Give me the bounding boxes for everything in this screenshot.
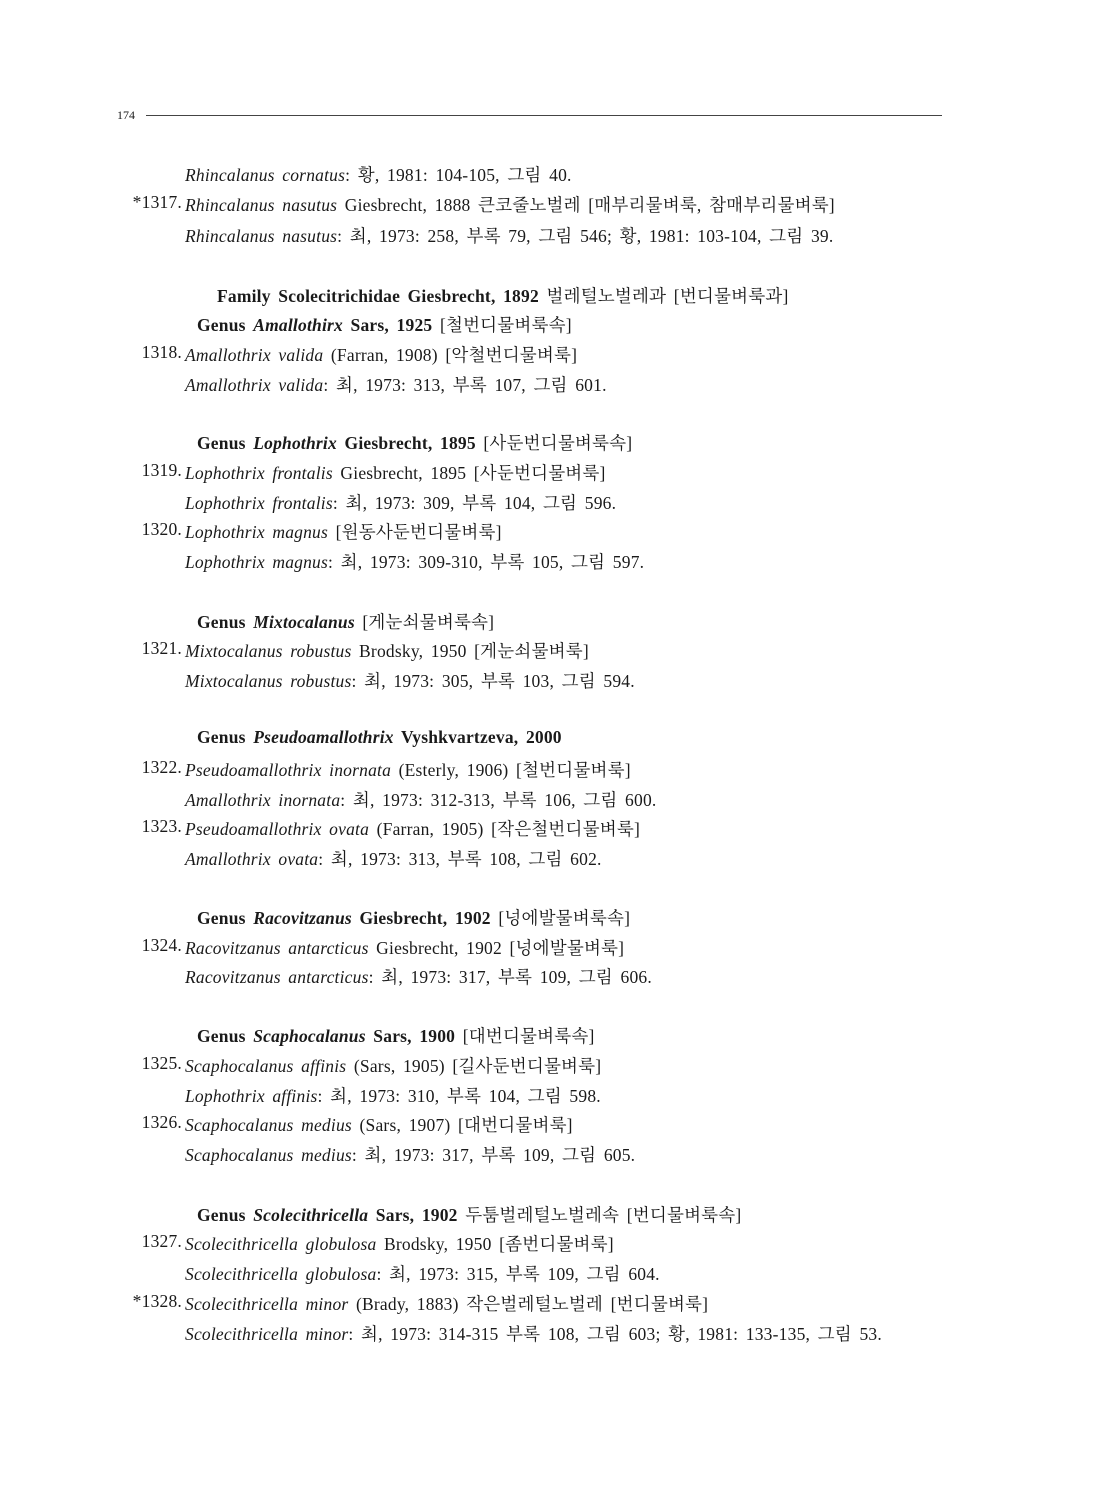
heading-text: Giesbrecht, 1895	[336, 433, 484, 453]
entry-text	[185, 638, 589, 663]
entry-text	[185, 519, 502, 544]
heading-text: Genus	[197, 727, 254, 747]
genus-heading	[197, 430, 632, 455]
heading-text: Genus	[197, 612, 254, 632]
citation-line	[185, 1142, 635, 1167]
citation-line	[185, 1321, 882, 1346]
species-name: Lophothrix magnus	[185, 552, 329, 572]
species-name: Rhincalanus nasutus	[185, 226, 338, 246]
entry-number: 1323.	[141, 816, 182, 836]
line-text: : 최, 1973: 309-310, 부록 105, 그림 597.	[328, 552, 645, 572]
heading-text: Genus	[197, 1205, 254, 1225]
entry-text	[185, 1291, 708, 1316]
citation-line	[185, 549, 644, 574]
species-name: Amallothrix valida	[185, 345, 324, 365]
entry-number: 1319.	[141, 460, 182, 480]
heading-text: Genus	[197, 315, 254, 335]
species-name: Racovitzanus antarcticus	[185, 967, 369, 987]
line-text: Giesbrecht, 1888 큰코줄노벌레 [매부리물벼룩, 참매부리물벼룩]	[337, 195, 835, 215]
genus-name: Mixtocalanus	[253, 612, 355, 632]
entry-text	[185, 460, 606, 485]
species-name: Rhincalanus cornatus	[185, 165, 346, 185]
line-text: : 최, 1973: 309, 부록 104, 그림 596.	[332, 493, 617, 513]
line-text: : 최, 1973: 314-315 부록 108, 그림 603; 황, 1981: 133-135, 그림 53.	[348, 1324, 882, 1344]
genus-heading	[197, 905, 630, 930]
genus-heading	[197, 609, 494, 634]
heading-text: Sars, 1902	[368, 1205, 466, 1225]
entry-number: 1324.	[141, 935, 182, 955]
species-name: Scaphocalanus medius	[185, 1115, 352, 1135]
line-text: [대번디물벼룩속]	[462, 1026, 595, 1046]
genus-name: Scolecithricella	[253, 1205, 369, 1225]
species-name: Pseudoamallothrix ovata	[185, 819, 370, 839]
line-text: : 최, 1973: 312-313, 부록 106, 그림 600.	[340, 790, 657, 810]
header-rule	[146, 115, 942, 116]
line-text: Brodsky, 1950 [좀번디물벼룩]	[376, 1234, 614, 1254]
species-name: Amallothrix ovata	[185, 849, 319, 869]
page-number: 174	[117, 108, 135, 122]
citation-line	[185, 964, 652, 989]
citation-line	[185, 668, 635, 693]
line-text: (Sars, 1905) [길사둔번디물벼룩]	[346, 1056, 602, 1076]
citation-line	[185, 162, 572, 187]
entry-number: *1317.	[132, 192, 182, 212]
heading-text: Sars, 1925	[342, 315, 440, 335]
species-name: Scolecithricella globulosa	[185, 1264, 377, 1284]
citation-line	[185, 787, 656, 812]
line-text: [넝에발물벼룩속]	[498, 908, 631, 928]
genus-name: Scaphocalanus	[253, 1026, 366, 1046]
family-heading	[217, 283, 788, 308]
line-text: : 최, 1973: 313, 부록 108, 그림 602.	[318, 849, 602, 869]
line-text: 두툼벌레털노벌레속 [번디물벼룩속]	[465, 1205, 742, 1225]
line-text: : 최, 1973: 317, 부록 109, 그림 605.	[351, 1145, 636, 1165]
genus-name: Amallothirx	[253, 315, 343, 335]
species-name: Racovitzanus antarcticus	[185, 938, 369, 958]
entry-text	[185, 1053, 601, 1078]
genus-heading	[197, 312, 572, 337]
species-name: Lophothrix magnus	[185, 522, 329, 542]
heading-text: Giesbrecht, 1902	[351, 908, 499, 928]
species-name: Scolecithricella globulosa	[185, 1234, 377, 1254]
heading-text: Sars, 1900	[365, 1026, 463, 1046]
entry-text	[185, 192, 835, 217]
line-text: : 최, 1973: 305, 부록 103, 그림 594.	[351, 671, 635, 691]
line-text: [게눈쇠물벼룩속]	[354, 612, 495, 632]
species-name: Lophothrix frontalis	[185, 463, 333, 483]
line-text: (Esterly, 1906) [철번디물벼룩]	[391, 760, 631, 780]
citation-line	[185, 372, 607, 397]
line-text: : 최, 1973: 258, 부록 79, 그림 546; 황, 1981: 103-104, 그림 39.	[337, 226, 834, 246]
line-text: : 최, 1973: 310, 부록 104, 그림 598.	[317, 1086, 601, 1106]
species-name: Mixtocalanus robustus	[185, 641, 352, 661]
entry-text	[185, 816, 640, 841]
species-name: Scaphocalanus medius	[185, 1145, 352, 1165]
line-text: Brodsky, 1950 [게눈쇠물벼룩]	[351, 641, 589, 661]
genus-name: Racovitzanus	[253, 908, 352, 928]
species-name: Pseudoamallothrix inornata	[185, 760, 392, 780]
line-text: [원동사둔번디물벼룩]	[328, 522, 502, 542]
line-text: (Farran, 1905) [작은철번디물벼룩]	[369, 819, 640, 839]
entry-number: 1321.	[141, 638, 182, 658]
entry-text	[185, 757, 631, 782]
species-name: Mixtocalanus robustus	[185, 671, 352, 691]
entry-number: *1328.	[132, 1291, 182, 1311]
citation-line	[185, 846, 602, 871]
line-text: : 황, 1981: 104-105, 그림 40.	[345, 165, 572, 185]
species-name: Rhincalanus nasutus	[185, 195, 338, 215]
genus-heading	[197, 1023, 595, 1048]
citation-line	[185, 1261, 660, 1286]
citation-line	[185, 223, 833, 248]
citation-line	[185, 1083, 601, 1108]
entry-number: 1327.	[141, 1231, 182, 1251]
species-name: Scolecithricella minor	[185, 1324, 349, 1344]
heading-text: Vyshkvartzeva, 2000	[393, 727, 562, 747]
species-name: Lophothrix affinis	[185, 1086, 318, 1106]
heading-text: Family Scolecitrichidae Giesbrecht, 1892	[217, 286, 547, 306]
entry-number: 1318.	[141, 342, 182, 362]
species-name: Amallothrix valida	[185, 375, 324, 395]
line-text: Giesbrecht, 1895 [사둔번디물벼룩]	[332, 463, 606, 483]
entry-number: 1325.	[141, 1053, 182, 1073]
heading-text: Genus	[197, 433, 254, 453]
line-text: (Sars, 1907) [대번디물벼룩]	[351, 1115, 573, 1135]
citation-line	[185, 490, 616, 515]
line-text: : 최, 1973: 315, 부록 109, 그림 604.	[376, 1264, 660, 1284]
species-name: Scolecithricella minor	[185, 1294, 349, 1314]
heading-text: Genus	[197, 908, 254, 928]
line-text: [철번디물벼룩속]	[439, 315, 572, 335]
species-name: Scaphocalanus affinis	[185, 1056, 347, 1076]
genus-heading	[197, 1202, 741, 1227]
line-text: : 최, 1973: 313, 부록 107, 그림 601.	[323, 375, 607, 395]
entry-number: 1320.	[141, 519, 182, 539]
entry-text	[185, 1231, 614, 1256]
entry-number: 1326.	[141, 1112, 182, 1132]
line-text: : 최, 1973: 317, 부록 109, 그림 606.	[368, 967, 652, 987]
entry-number: 1322.	[141, 757, 182, 777]
species-name: Amallothrix inornata	[185, 790, 341, 810]
line-text: 벌레털노벌레과 [번디물벼룩과]	[546, 286, 789, 306]
heading-text: Genus	[197, 1026, 254, 1046]
species-name: Lophothrix frontalis	[185, 493, 333, 513]
line-text: [사둔번디물벼룩속]	[483, 433, 633, 453]
genus-heading	[197, 727, 562, 748]
line-text: (Farran, 1908) [악철번디물벼룩]	[323, 345, 578, 365]
entry-text	[185, 935, 624, 960]
entry-text	[185, 1112, 573, 1137]
line-text: Giesbrecht, 1902 [넝에발물벼룩]	[368, 938, 625, 958]
entry-text	[185, 342, 577, 367]
genus-name: Pseudoamallothrix	[253, 727, 394, 747]
genus-name: Lophothrix	[253, 433, 337, 453]
line-text: (Brady, 1883) 작은벌레털노벌레 [번디물벼룩]	[348, 1294, 709, 1314]
